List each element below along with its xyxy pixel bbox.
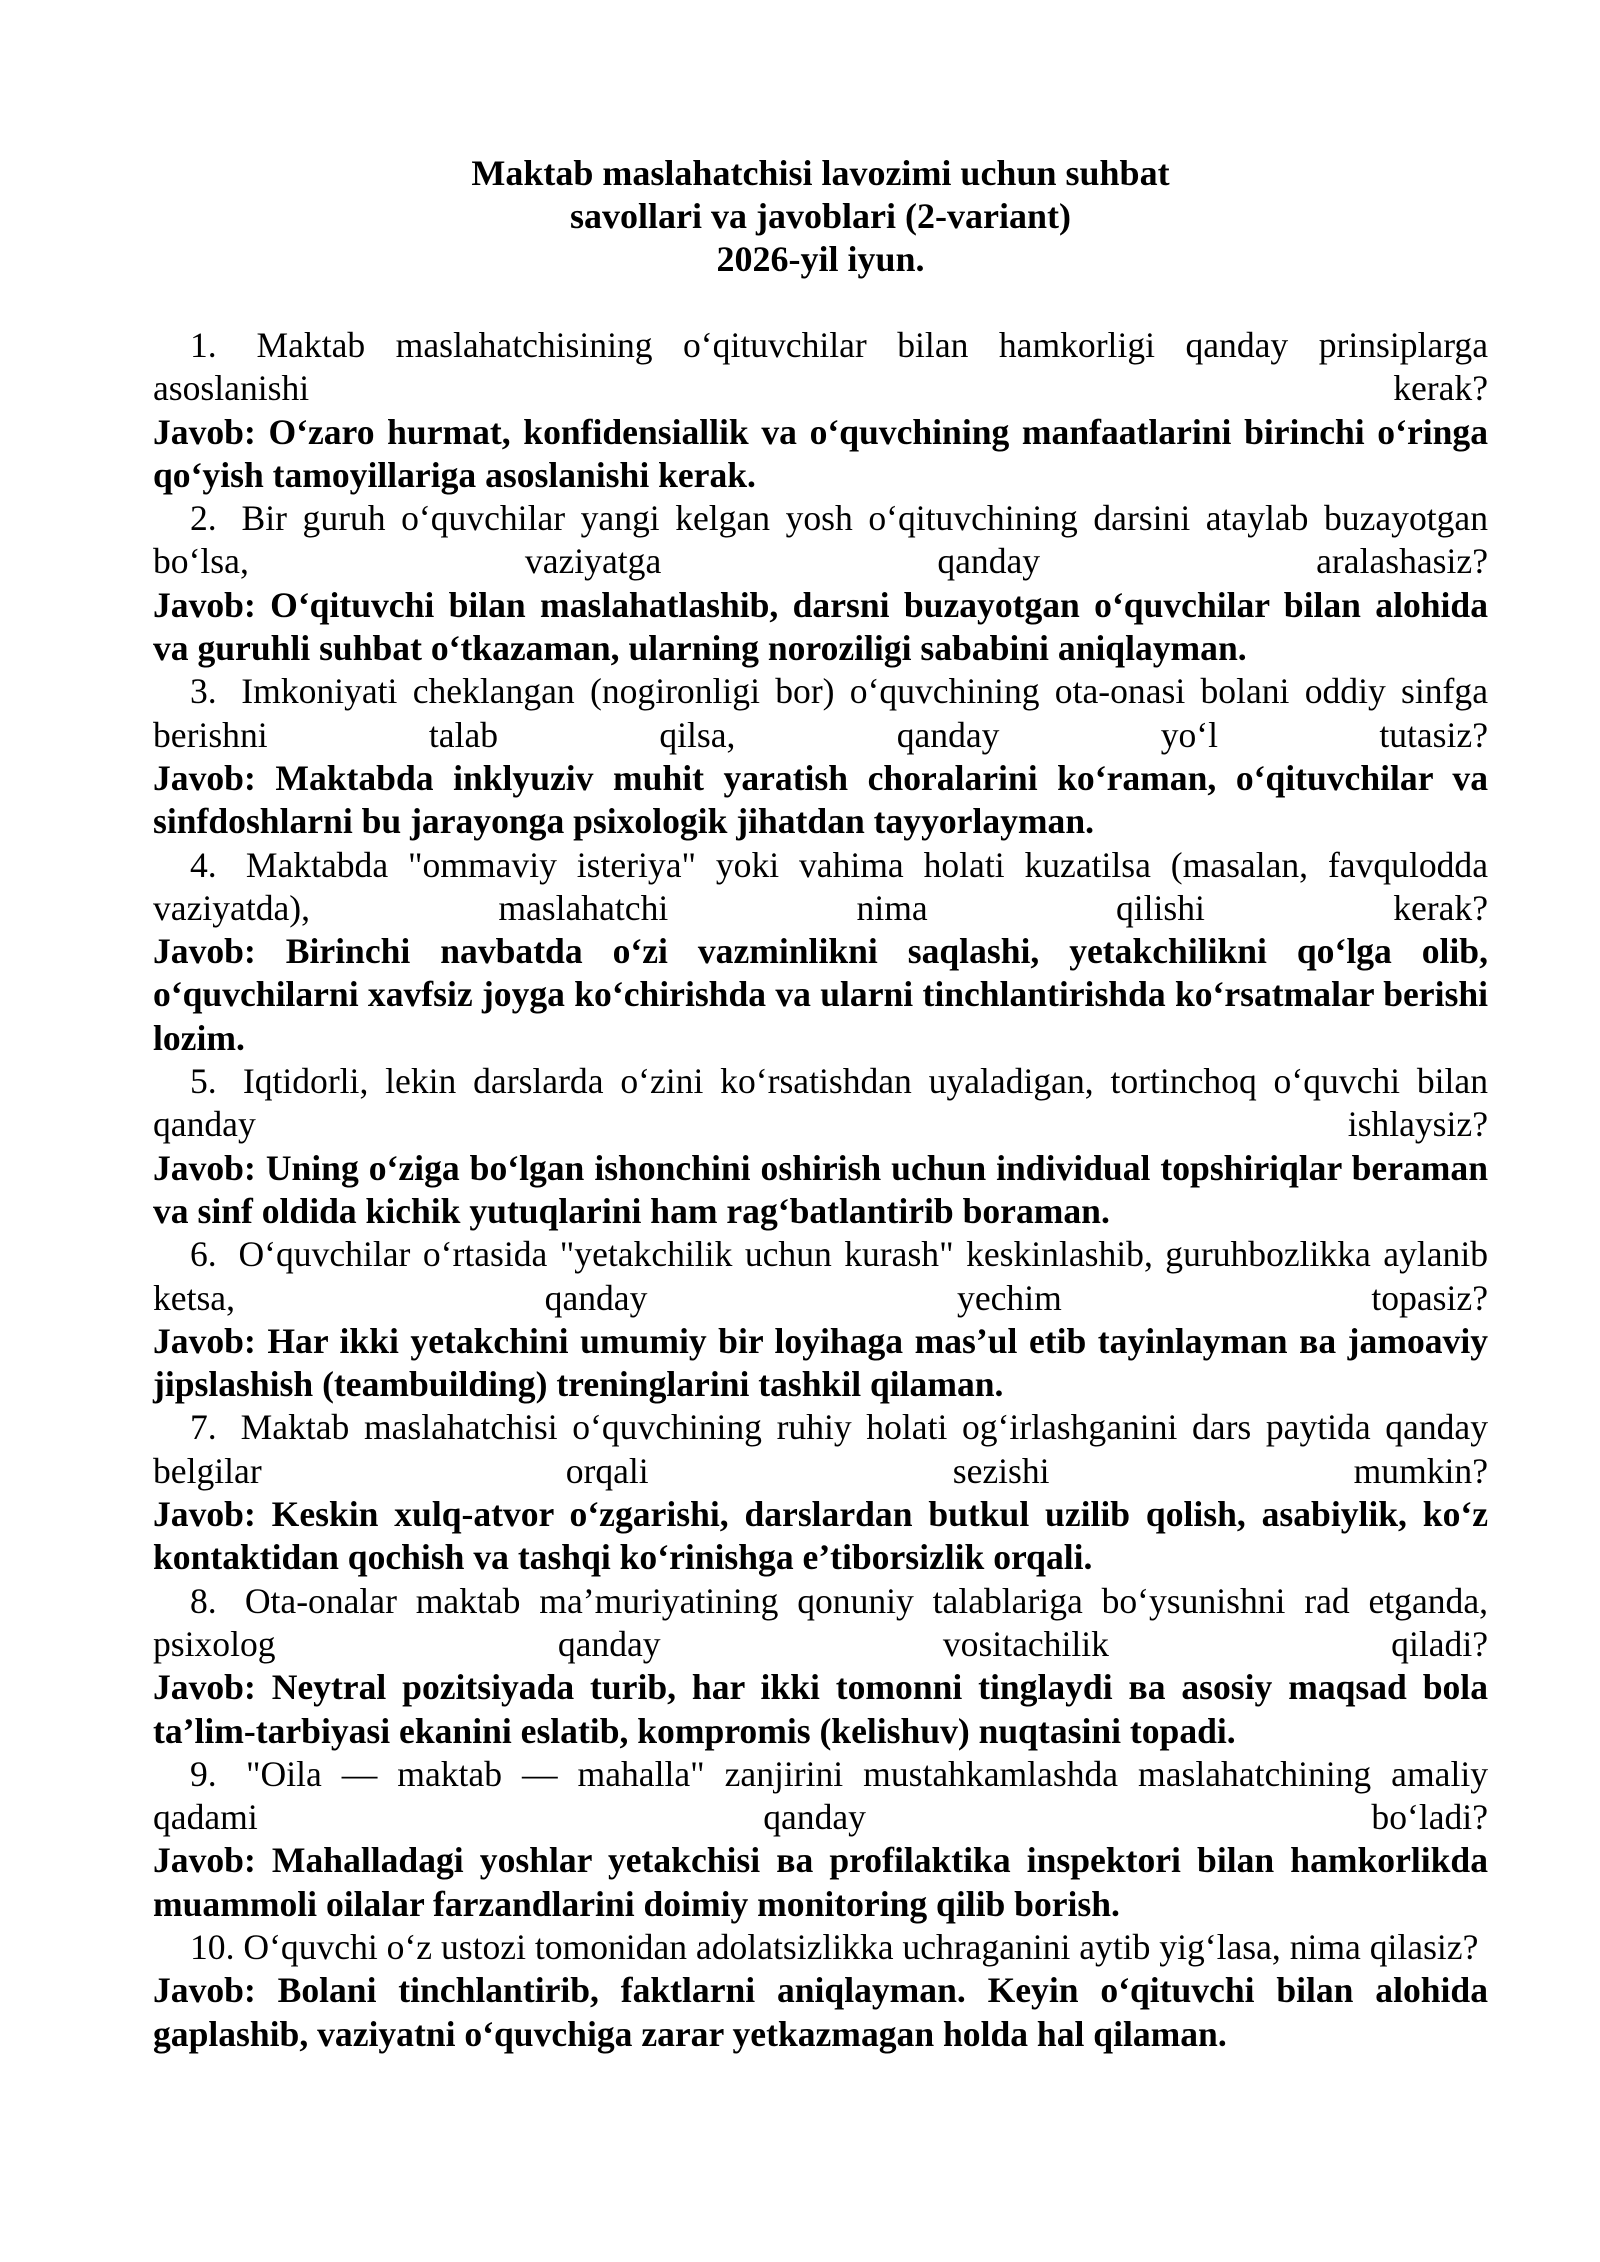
question-3 bbox=[153, 670, 1488, 757]
question-number: 6. bbox=[190, 1234, 217, 1275]
qa-item-8 bbox=[153, 1580, 1488, 1753]
answer-text: Uning o‘ziga bo‘lgan ishonchini oshirish uchun individual topshiriqlar beraman va sinf oldida kichik yutuqlarini ham rag‘batlantirib boraman. bbox=[153, 1147, 1488, 1231]
question-5 bbox=[153, 1060, 1488, 1147]
title-line-2: savollari va javoblari (2-variant) bbox=[570, 196, 1071, 236]
qa-item-5 bbox=[153, 1060, 1488, 1233]
question-6 bbox=[153, 1233, 1488, 1320]
answer-text: Maktabda inklyuziv muhit yaratish choralarini ko‘raman, o‘qituvchilar va sinfdoshlarni bu jarayonga psixologik jihatdan tayyorlayman. bbox=[153, 757, 1488, 842]
answer-7 bbox=[153, 1493, 1488, 1580]
question-text: Ota-onalar maktab ma’muriyatining qonuniy talablariga bo‘ysunishni rad etganda, psixolog qanday vositachilik qiladi? bbox=[153, 1580, 1488, 1664]
answer-label: Javob: bbox=[153, 1494, 256, 1535]
answer-9 bbox=[153, 1839, 1488, 1926]
answer-text: Bolani tinchlantirib, faktlarni aniqlayman. Keyin o‘qituvchi bilan alohida gaplashib, vaziyatni o‘quvchiga zarar yetkazmagan holda hal qilaman. bbox=[153, 1970, 1488, 2054]
answer-label: Javob: bbox=[153, 584, 256, 625]
qa-item-7 bbox=[153, 1406, 1488, 1579]
question-number: 3. bbox=[190, 671, 217, 712]
answer-label: Javob: bbox=[153, 1840, 256, 1881]
question-number: 8. bbox=[190, 1580, 217, 1621]
question-2 bbox=[153, 497, 1488, 584]
answer-label: Javob: bbox=[153, 757, 256, 798]
answer-label: Javob: bbox=[153, 411, 256, 452]
question-number: 10. bbox=[190, 1926, 235, 1967]
question-8 bbox=[153, 1580, 1488, 1667]
question-10 bbox=[153, 1926, 1488, 1969]
question-text: Bir guruh o‘quvchilar yangi kelgan yosh o‘qituvchining darsini ataylab buzayotgan bo‘lsa, vaziyatga qanday aralashasiz? bbox=[153, 498, 1488, 582]
question-text: Maktab maslahatchisi o‘quvchining ruhiy holati og‘irlashganini dars paytida qanday belgilar orqali sezishi mumkin? bbox=[153, 1407, 1488, 1491]
answer-text: Mahalladagi yoshlar yetakchisi ва profilaktika inspektori bilan hamkorlikda muammoli oilalar farzandlarini doimiy monitoring qilib borish. bbox=[153, 1840, 1488, 1924]
qa-item-1 bbox=[153, 324, 1488, 497]
question-number: 5. bbox=[190, 1061, 217, 1102]
question-number: 2. bbox=[190, 498, 217, 539]
question-4 bbox=[153, 844, 1488, 931]
answer-text: Neytral pozitsiyada turib, har ikki tomonni tinglaydi ва asosiy maqsad bola ta’lim-tarbiyasi ekanini eslatib, kompromis (kelishuv) nuqtasini topadi. bbox=[153, 1667, 1488, 1751]
answer-10 bbox=[153, 1969, 1488, 2056]
answer-6 bbox=[153, 1320, 1488, 1407]
answer-5 bbox=[153, 1147, 1488, 1234]
question-1 bbox=[153, 324, 1488, 411]
title-date: 2026-yil iyun. bbox=[716, 239, 925, 279]
answer-text: Birinchi navbatda o‘zi vazminlikni saqlashi, yetakchilikni qo‘lga olib, o‘quvchilarni xavfsiz joyga ko‘chirishda va ularni tinchlantirishda ko‘rsatmalar berishi lozim. bbox=[153, 931, 1488, 1058]
question-number: 1. bbox=[190, 325, 217, 365]
answer-8 bbox=[153, 1666, 1488, 1753]
qa-item-9 bbox=[153, 1753, 1488, 1926]
qa-item-4 bbox=[153, 844, 1488, 1060]
answer-text: Keskin xulq-atvor o‘zgarishi, darslardan butkul uzilib qolish, asabiylik, ko‘z kontaktidan qochish va tashqi ko‘rinishga e’tiborsizlik orqali. bbox=[153, 1494, 1488, 1578]
answer-text: Har ikki yetakchini umumiy bir loyihaga mas’ul etib tayinlayman ва jamoaviy jipslashish (teambuilding) treninglarini tashkil qilaman. bbox=[153, 1320, 1488, 1405]
qa-item-2 bbox=[153, 497, 1488, 670]
question-text: O‘quvchilar o‘rtasida "yetakchilik uchun kurash" keskinlashib, guruhbozlikka aylanib ketsa, qanday yechim topasiz? bbox=[153, 1234, 1488, 1318]
answer-text: O‘qituvchi bilan maslahatlashib, darsni buzayotgan o‘quvchilar bilan alohida va guruhli suhbat o‘tkazaman, ularning noroziligi sababini aniqlayman. bbox=[153, 584, 1488, 669]
title-line-1: Maktab maslahatchisi lavozimi uchun suhbat bbox=[471, 153, 1170, 193]
answer-label: Javob: bbox=[153, 1320, 256, 1361]
question-text: O‘quvchi o‘z ustozi tomonidan adolatsizlikka uchraganini aytib yig‘lasa, nima qilasiz? bbox=[243, 1926, 1479, 1967]
answer-label: Javob: bbox=[153, 1970, 256, 2011]
question-number: 4. bbox=[190, 844, 217, 885]
answer-2 bbox=[153, 584, 1488, 671]
question-text: Imkoniyati cheklangan (nogironligi bor) o‘quvchining ota-onasi bolani oddiy sinfga berishni talab qilsa, qanday yo‘l tutasiz? bbox=[153, 671, 1488, 755]
qa-item-3 bbox=[153, 670, 1488, 843]
question-7 bbox=[153, 1406, 1488, 1493]
document-title bbox=[153, 152, 1488, 281]
answer-label: Javob: bbox=[153, 1667, 256, 1708]
question-text: Maktabda "ommaviy isteriya" yoki vahima holati kuzatilsa (masalan, favqulodda vaziyatda), maslahatchi nima qilishi kerak? bbox=[153, 844, 1488, 928]
qa-item-10 bbox=[153, 1926, 1488, 2056]
question-text: Maktab maslahatchisining o‘qituvchilar bilan hamkorligi qanday prinsiplarga asoslanishi kerak? bbox=[153, 325, 1488, 409]
answer-label: Javob: bbox=[153, 1147, 256, 1188]
question-text: "Oila — maktab — mahalla" zanjirini mustahkamlashda maslahatchining amaliy qadami qanday bo‘ladi? bbox=[153, 1753, 1488, 1838]
question-number: 9. bbox=[190, 1753, 217, 1794]
qa-item-6 bbox=[153, 1233, 1488, 1406]
answer-4 bbox=[153, 930, 1488, 1060]
question-9 bbox=[153, 1753, 1488, 1840]
answer-text: O‘zaro hurmat, konfidensiallik va o‘quvchining manfaatlarini birinchi o‘ringa qo‘yish tamoyillariga asoslanishi kerak. bbox=[153, 411, 1488, 495]
answer-label: Javob: bbox=[153, 931, 256, 972]
question-number: 7. bbox=[190, 1407, 217, 1448]
question-text: Iqtidorli, lekin darslarda o‘zini ko‘rsatishdan uyaladigan, tortinchoq o‘quvchi bilan qanday ishlaysiz? bbox=[153, 1061, 1488, 1145]
answer-3 bbox=[153, 757, 1488, 844]
answer-1 bbox=[153, 411, 1488, 498]
